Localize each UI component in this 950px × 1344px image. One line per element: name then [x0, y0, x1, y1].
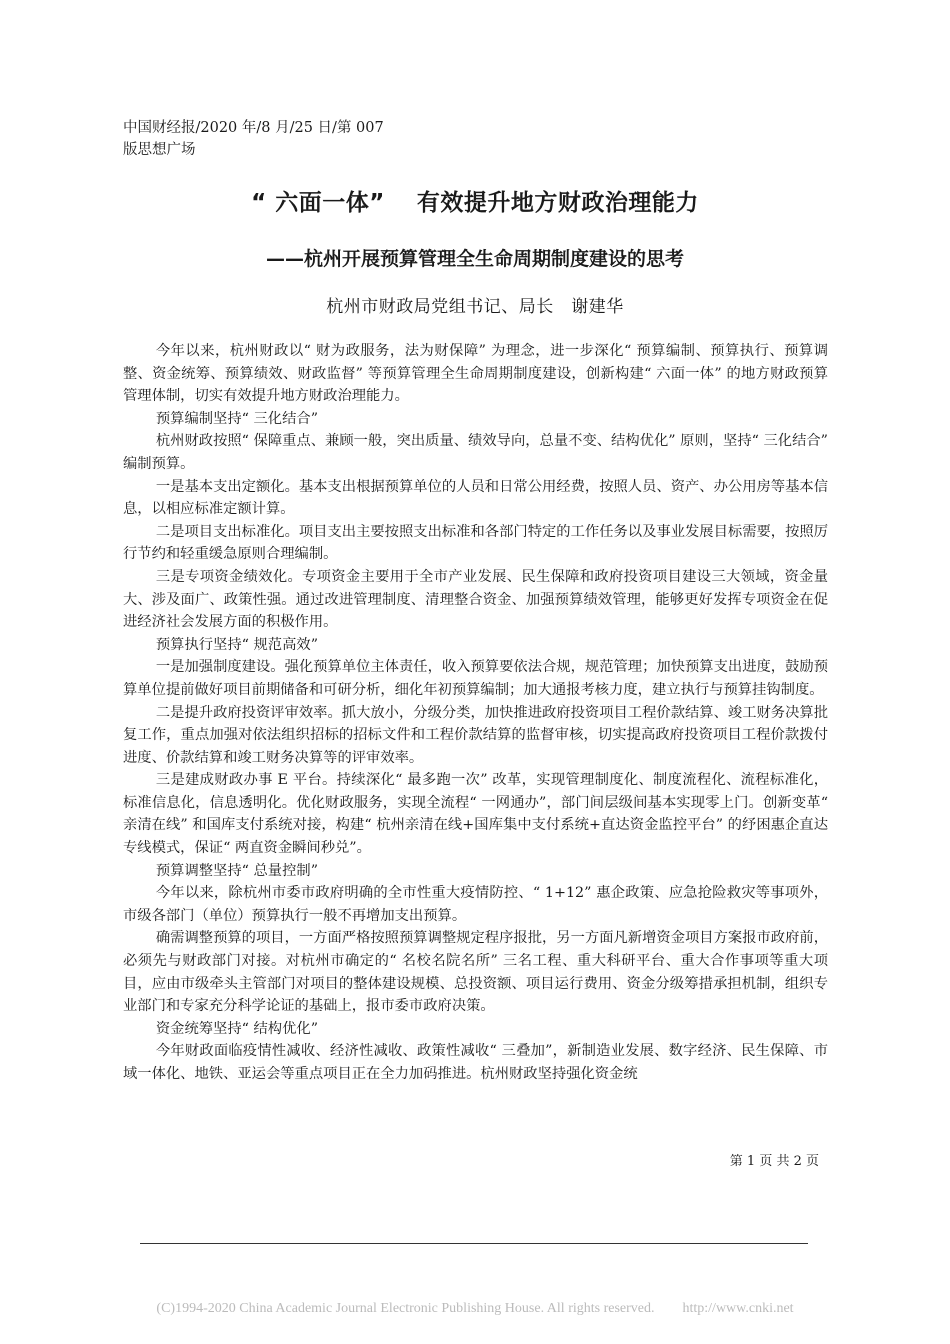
section-heading: 预算调整坚持“ 总量控制”	[155, 862, 319, 879]
source-info	[123, 117, 423, 161]
paragraph: 今年财政面临疫情性减收、经济性减收、政策性减收“ 三叠加”，新制造业发展、数字经济、民生保障、市域一体化、地铁、亚运会等重点项目正在全力加码推进。杭州财政坚持强化资金统	[123, 1043, 828, 1082]
paragraph: 三是建成财政办事 E 平台。持续深化“ 最多跑一次” 改革，实现管理制度化、制度流程化、流程标准化，标准信息化，信息透明化。优化财政服务，实现全流程“ 一网通办”，部门间层级间基本实现零上门。创新变革“ 亲清在线” 和国库支付系统对接，构建“ 杭州亲清在线+国库集中支付系统+直达资金监控平台” 的纾困惠企直达专线模式，保证“ 两直资金瞬间秒兑”。	[123, 772, 828, 857]
page-indicator: 第 1 页 共 2 页	[729, 1154, 819, 1169]
article-body	[123, 340, 828, 1086]
copyright-footer: (C)1994-2020 China Academic Journal Electronic Publishing House. All rights reserved. http://www.cnki.net	[156, 1301, 794, 1316]
source-line-2: 版思想广场	[123, 142, 196, 158]
paragraph: 今年以来，除杭州市委市政府明确的全市性重大疫情防控、“ 1+12” 惠企政策、应急抢险救灾等事项外，市级各部门（单位）预算执行一般不再增加支出预算。	[123, 885, 828, 924]
section-heading: 预算编制坚持“ 三化结合”	[155, 410, 319, 427]
paragraph: 确需调整预算的项目，一方面严格按照预算调整规定程序报批，另一方面凡新增资金项目方案报市政府前，必须先与财政部门对接。对杭州市确定的“ 名校名院名所” 三名工程、重大科研平台、重大合作事项等重大项目，应由市级牵头主管部门对项目的整体建设规模、总投资额、项目运行费用、资金分级筹措承担机制，组织专业部门和专家充分科学论证的基础上，报市委市政府决策。	[123, 930, 828, 1015]
source-line-1: 中国财经报/2020 年/8 月/25 日/第 007	[123, 120, 384, 136]
paragraph: 今年以来，杭州财政以“ 财为政服务，法为财保障” 为理念，进一步深化“ 预算编制、预算执行、预算调整、资金统筹、预算绩效、财政监督” 等预算管理全生命周期制度建设，创新构建“ 六面一体” 的地方财政预算管理体制，切实有效提升地方财政治理能力。	[123, 343, 828, 405]
section-heading: 预算执行坚持“ 规范高效”	[155, 636, 319, 653]
paragraph: 三是专项资金绩效化。专项资金主要用于全市产业发展、民生保障和政府投资项目建设三大领域，资金量大、涉及面广、政策性强。通过改进管理制度、清理整合资金、加强预算绩效管理，能够更好发挥专项资金在促进经济社会发展方面的积极作用。	[123, 568, 828, 631]
paragraph: 二是提升政府投资评审效率。抓大放小，分级分类，加快推进政府投资项目工程价款结算、竣工财务决算批复工作，重点加强对依法组织招标的招标文件和工程价款结算的监督审核，切实提高政府投资项目工程价款拨付进度、价款结算和竣工财务决算等的评审效率。	[123, 704, 828, 766]
article-title: “ 六面一体” 有效提升地方财政治理能力	[251, 190, 699, 216]
paragraph: 杭州财政按照“ 保障重点、兼顾一般，突出质量、绩效导向，总量不变、结构优化” 原则，坚持“ 三化结合” 编制预算。	[123, 433, 828, 472]
footer-divider	[140, 1243, 808, 1244]
paragraph: 一是基本支出定额化。基本支出根据预算单位的人员和日常公用经费，按照人员、资产、办公用房等基本信息，以相应标准定额计算。	[123, 478, 828, 518]
article-author: 杭州市财政局党组书记、局长 谢建华	[326, 297, 624, 317]
paragraph: 一是加强制度建设。强化预算单位主体责任，收入预算要依法合规，规范管理；加快预算支出进度，鼓励预算单位提前做好项目前期储备和可研分析，细化年初预算编制；加大通报考核力度，建立执行与预算挂钩制度。	[123, 659, 828, 698]
paragraph: 二是项目支出标准化。项目支出主要按照支出标准和各部门特定的工作任务以及事业发展目标需要，按照厉行节约和轻重缓急原则合理编制。	[123, 523, 828, 563]
section-heading: 资金统筹坚持“ 结构优化”	[155, 1020, 319, 1037]
article-subtitle: ——杭州开展预算管理全生命周期制度建设的思考	[265, 248, 684, 270]
